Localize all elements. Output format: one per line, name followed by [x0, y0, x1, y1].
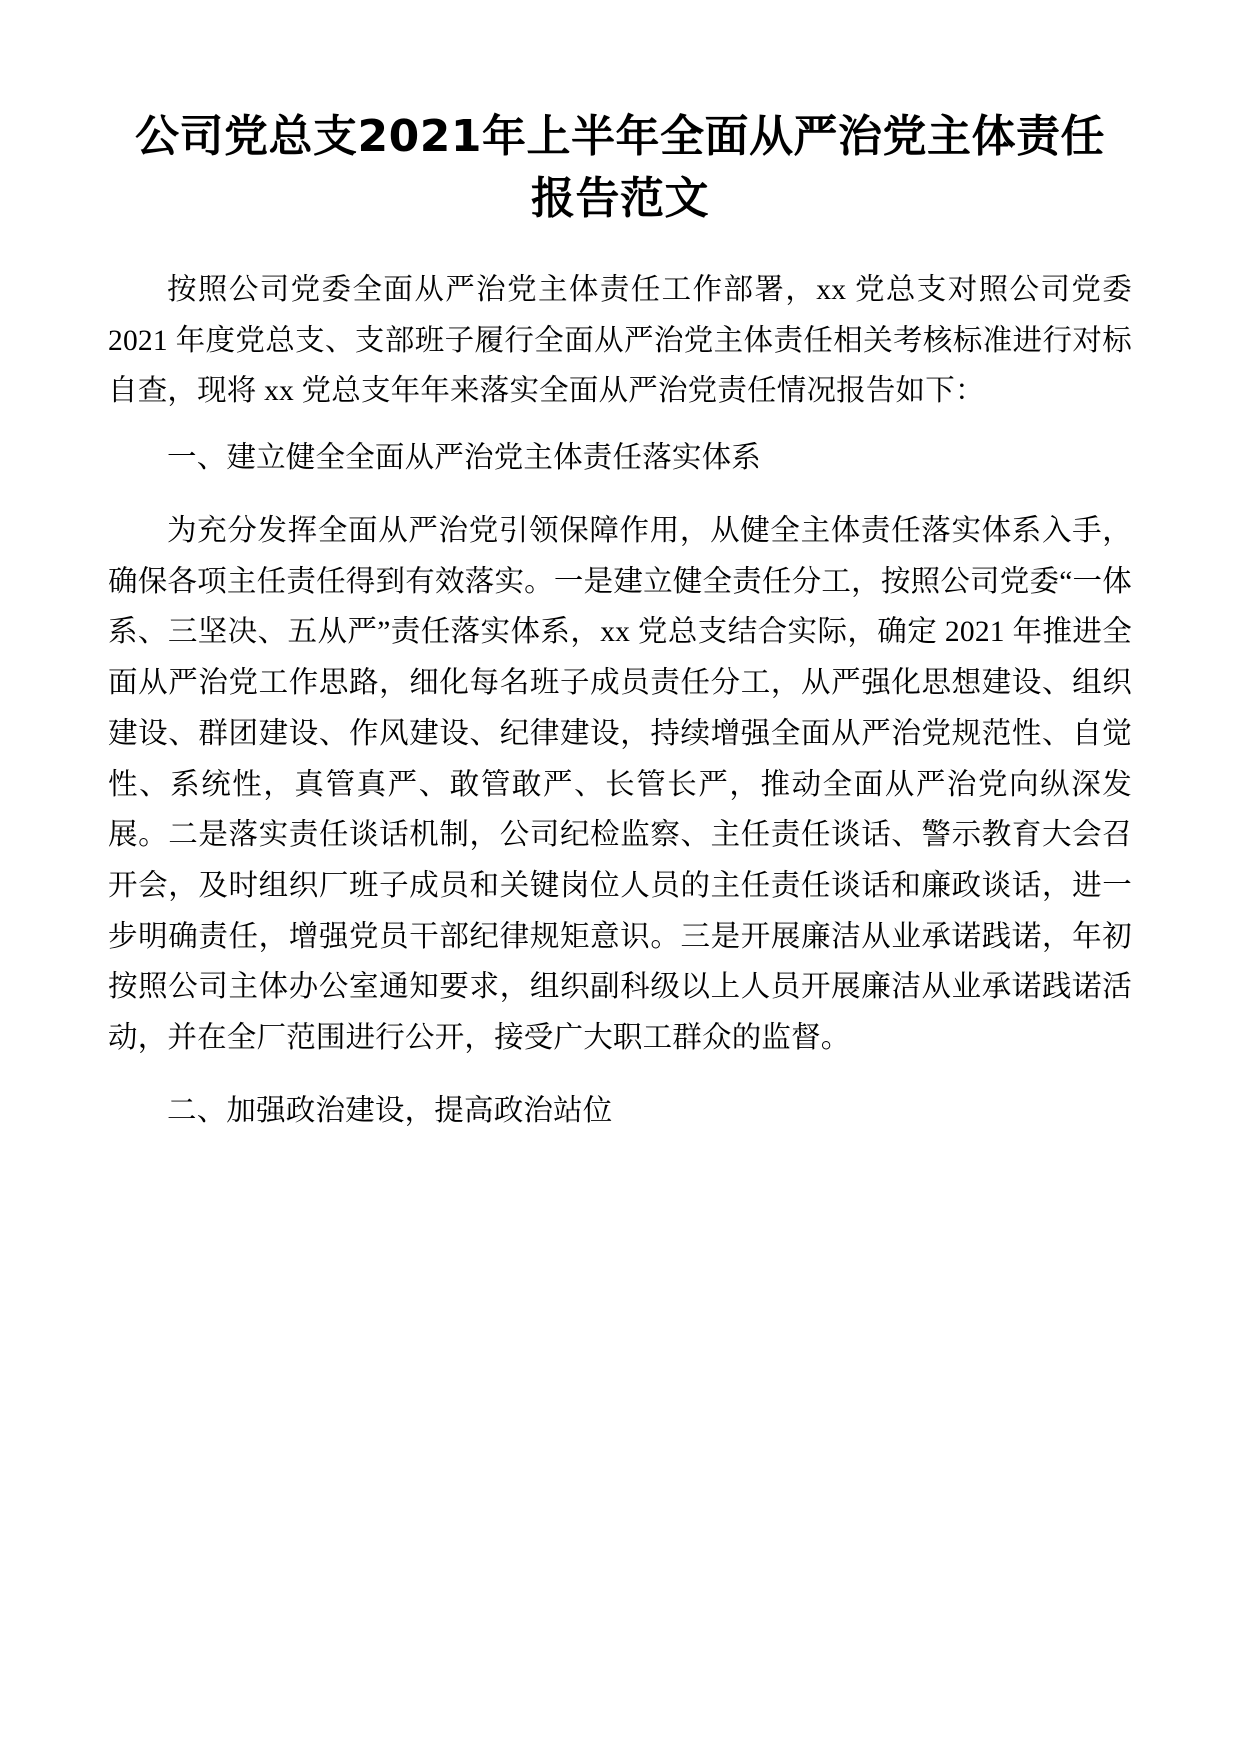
section-heading-one: 一、建立健全全面从严治党主体责任落实体系 — [167, 442, 762, 475]
paragraph-intro: 按照公司党委全面从严治党主体责任工作部署，xx 党总支对照公司党委 2021 年度党总支、支部班子履行全面从严治党主体责任相关考核标准进行对标自查，现将 xx 党总支年年来落实全面从严治党责任情况报告如下： — [108, 273, 1132, 408]
section-heading-two: 二、加强政治建设，提高政治站位 — [167, 1094, 613, 1127]
document-body — [108, 265, 1132, 1137]
paragraph-section-one-body: 为充分发挥全面从严治党引领保障作用，从健全主体责任落实体系入手，确保各项主任责任得到有效落实。一是建立健全责任分工，按照公司党委“一体系、三坚决、五从严”责任落实体系，xx 党总支结合实际，确定 2021 年推进全面从严治党工作思路，细化每名班子成员责任分工，从严强化思想建设、组织建设、群团建设、作风建设、纪律建设，持续增强全面从严治党规范性、自觉性、系统性，真管真严、敢管敢严、长管长严，推动全面从严治党向纵深发展。二是落实责任谈话机制，公司纪检监察、主任责任谈话、警示教育大会召开会，及时组织厂班子成员和关键岗位人员的主任责任谈话和廉政谈话，进一步明确责任，增强党员干部纪律规矩意识。三是开展廉洁从业承诺践诺，年初按照公司主体办公室通知要求，组织副科级以上人员开展廉洁从业承诺践诺活动，并在全厂范围进行公开，接受广大职工群众的监督。 — [108, 514, 1132, 1055]
document-title: 公司党总支2021年上半年全面从严治党主体责任报告范文 — [135, 111, 1105, 225]
